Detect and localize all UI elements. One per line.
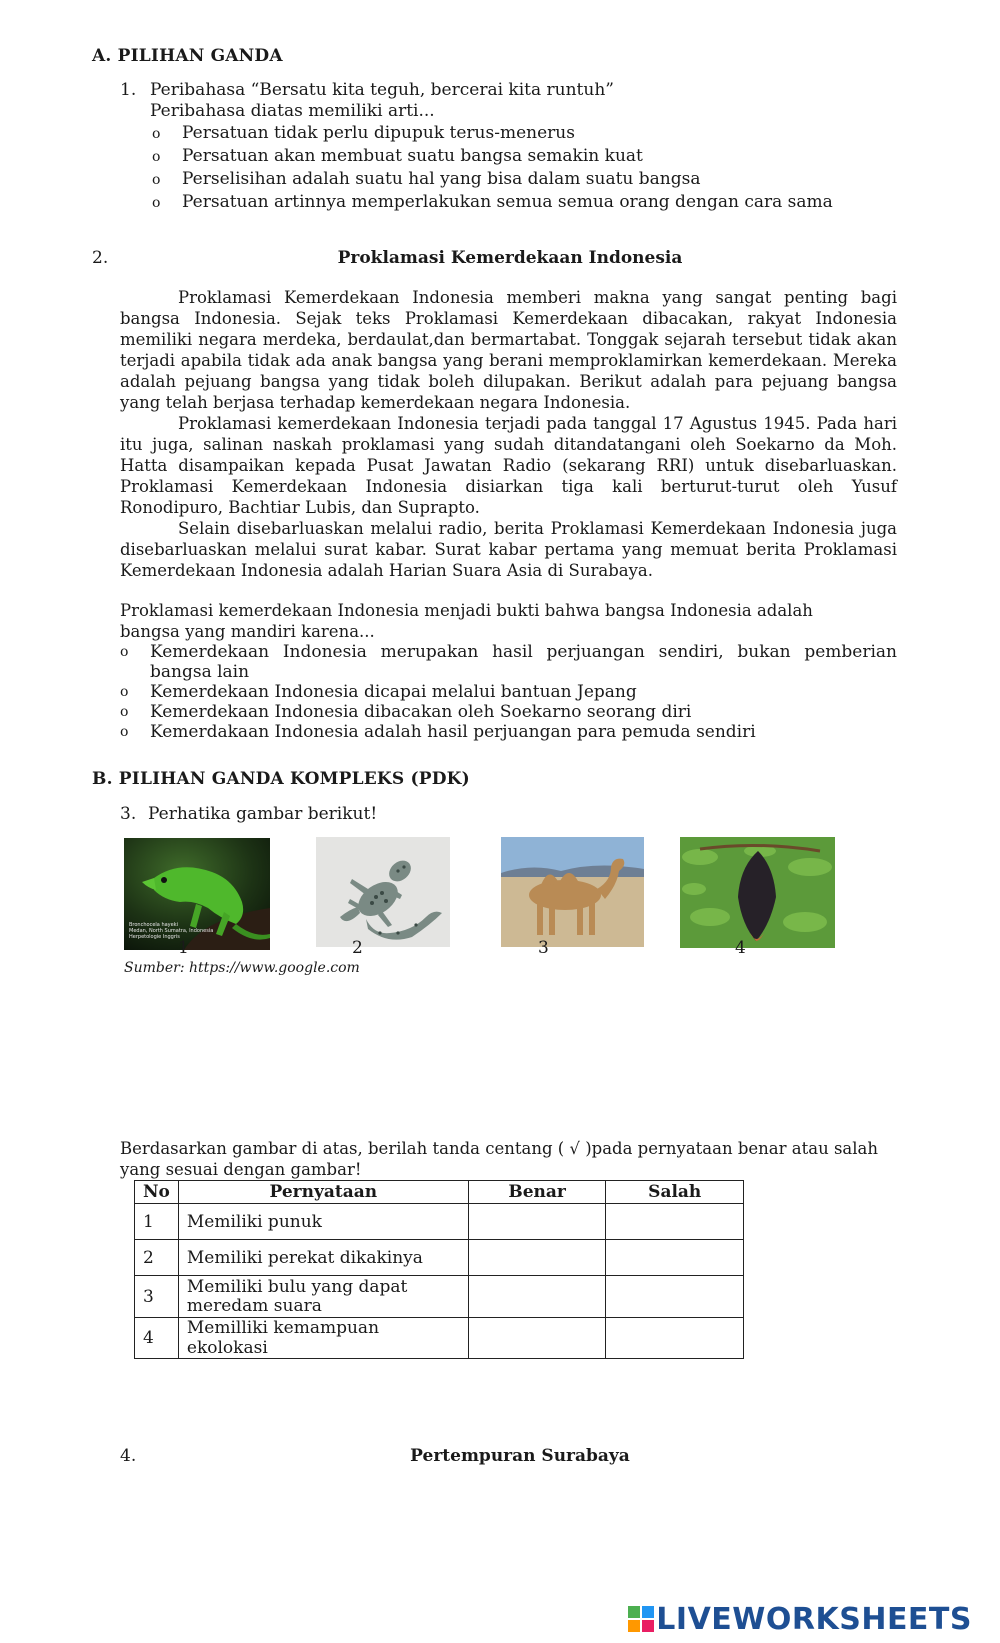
row-statement: Memiliki perekat dikakinya <box>178 1240 468 1276</box>
section-a-title: A. PILIHAN GANDA <box>92 46 283 66</box>
true-checkbox-cell[interactable] <box>468 1240 606 1276</box>
question-4-title: Pertempuran Surabaya <box>410 1446 630 1466</box>
false-checkbox-cell[interactable] <box>606 1276 744 1318</box>
table-header-statement: Pernyataan <box>178 1181 468 1204</box>
false-checkbox-cell[interactable] <box>606 1240 744 1276</box>
option-item[interactable]: o Kemerdakaan Indonesia adalah hasil perjuangan para pemuda sendiri <box>120 722 756 742</box>
question-1-options <box>152 122 872 214</box>
row-statement: Memiliki bulu yang dapat meredam suara <box>178 1276 468 1318</box>
row-number: 1 <box>135 1204 179 1240</box>
question-4-number: 4. <box>120 1446 137 1466</box>
table-header-false: Salah <box>606 1181 744 1204</box>
image-caption-2: 2 <box>352 938 363 958</box>
radio-circle-icon[interactable]: o <box>152 172 161 188</box>
row-statement: Memiliki punuk <box>178 1204 468 1240</box>
gecko-image <box>316 837 450 947</box>
radio-circle-icon[interactable]: o <box>120 644 129 660</box>
row-number: 2 <box>135 1240 179 1276</box>
option-item[interactable]: o Kemerdekaan Indonesia dibacakan oleh Soekarno seorang diri <box>120 702 692 722</box>
question-1-line1: Peribahasa “Bersatu kita teguh, bercerai kita runtuh” <box>150 80 614 100</box>
statement-table <box>134 1180 744 1359</box>
table-header-row <box>135 1181 744 1204</box>
bat-image <box>680 837 835 948</box>
option-item[interactable]: o Kemerdekaan Indonesia merupakan hasil perjuangan sendiri, bukan pemberian bangsa lain <box>120 642 897 682</box>
radio-circle-icon[interactable]: o <box>120 724 129 740</box>
table-row <box>135 1240 744 1276</box>
radio-circle-icon[interactable]: o <box>120 684 129 700</box>
table-row <box>135 1318 744 1359</box>
question-3-prompt: Perhatika gambar berikut! <box>148 804 378 824</box>
table-header-true: Benar <box>468 1181 606 1204</box>
question-2-options <box>120 642 897 742</box>
table-row <box>135 1204 744 1240</box>
image-watermark: Bronchocela hayeki Medan, North Sumatra, Indonesia Herpetologie Inggris <box>129 922 214 940</box>
camel-image <box>501 837 644 947</box>
table-row <box>135 1276 744 1318</box>
section-b-title: B. PILIHAN GANDA KOMPLEKS (PDK) <box>92 769 470 789</box>
true-checkbox-cell[interactable] <box>468 1318 606 1359</box>
true-checkbox-cell[interactable] <box>468 1204 606 1240</box>
image-caption-1: 1 <box>178 938 189 958</box>
false-checkbox-cell[interactable] <box>606 1318 744 1359</box>
question-1-number: 1. <box>120 80 137 100</box>
brand-name: LIVEWORKSHEETS <box>656 1602 972 1637</box>
question-3-number: 3. <box>120 804 137 824</box>
radio-circle-icon[interactable]: o <box>120 704 129 720</box>
passage-paragraph: Selain disebarluaskan melalui radio, berita Proklamasi Kemerdekaan Indonesia juga disebarluaskan melalui surat kabar. Surat kabar pertama yang memuat berita Proklamasi Kemerdekaan Indonesia adalah Harian Suara Asia di Surabaya. <box>120 519 897 580</box>
row-number: 3 <box>135 1276 179 1318</box>
option-item[interactable]: o Kemerdekaan Indonesia dicapai melalui bantuan Jepang <box>120 682 637 702</box>
table-header-no: No <box>135 1181 179 1204</box>
liveworksheets-logo <box>628 1602 972 1637</box>
radio-circle-icon[interactable]: o <box>152 149 161 165</box>
radio-circle-icon[interactable]: o <box>152 195 161 211</box>
passage-paragraph: Proklamasi Kemerdekaan Indonesia memberi makna yang sangat penting bagi bangsa Indonesia. Sejak teks Proklamasi Kemerdekaan dibacakan, rakyat Indonesia memiliki negara merdeka, berdaulat,dan bermartabat. Tonggak sejarah tersebut tidak akan terjadi apabila tidak ada anak bangsa yang berani memproklamirkan kemerdekaan. Mereka adalah pejuang bangsa yang tidak boleh dilupakan. Berikut adalah para pejuang bangsa yang telah berjasa terhadap kemerdekaan negara Indonesia. <box>120 288 897 412</box>
false-checkbox-cell[interactable] <box>606 1204 744 1240</box>
question-2-prompt: Proklamasi kemerdekaan Indonesia menjadi bukti bahwa bangsa Indonesia adalah bangsa yang mandiri karena... <box>120 601 813 641</box>
option-item[interactable]: o Perselisihan adalah suatu hal yang bisa dalam suatu bangsa <box>152 169 701 189</box>
true-checkbox-cell[interactable] <box>468 1276 606 1318</box>
liveworksheets-logo-icon <box>628 1606 654 1632</box>
question-2-number: 2. <box>92 248 109 268</box>
passage-paragraph: Proklamasi kemerdekaan Indonesia terjadi pada tanggal 17 Agustus 1945. Pada hari itu juga, salinan naskah proklamasi yang sudah ditandatangani oleh Soekarno da Moh. Hatta disampaikan kepada Pusat Jawatan Radio (sekarang RRI) untuk disebarluaskan. Proklamasi Kemerdekaan Indonesia disiarkan tiga kali berturut-turut oleh Yusuf Ronodipuro, Bachtiar Lubis, dan Suprapto. <box>120 414 897 517</box>
lizard-image <box>124 838 270 950</box>
image-caption-4: 4 <box>735 938 746 958</box>
option-item[interactable]: o Persatuan artinnya memperlakukan semua semua orang dengan cara sama <box>152 192 833 212</box>
radio-circle-icon[interactable]: o <box>152 126 161 142</box>
row-statement: Memilliki kemampuan ekolokasi <box>178 1318 468 1359</box>
question-1-line2: Peribahasa diatas memiliki arti... <box>150 101 435 121</box>
option-item[interactable]: o Persatuan akan membuat suatu bangsa semakin kuat <box>152 146 643 166</box>
image-source: Sumber: https://www.google.com <box>124 960 360 976</box>
reading-passage <box>120 287 897 581</box>
row-number: 4 <box>135 1318 179 1359</box>
image-caption-3: 3 <box>538 938 549 958</box>
option-item[interactable]: o Persatuan tidak perlu dipupuk terus-menerus <box>152 123 575 143</box>
question-3-instruction: Berdasarkan gambar di atas, berilah tanda centang ( √ )pada pernyataan benar atau salah yang sesuai dengan gambar! <box>120 1139 878 1179</box>
question-2-title: Proklamasi Kemerdekaan Indonesia <box>337 248 683 268</box>
